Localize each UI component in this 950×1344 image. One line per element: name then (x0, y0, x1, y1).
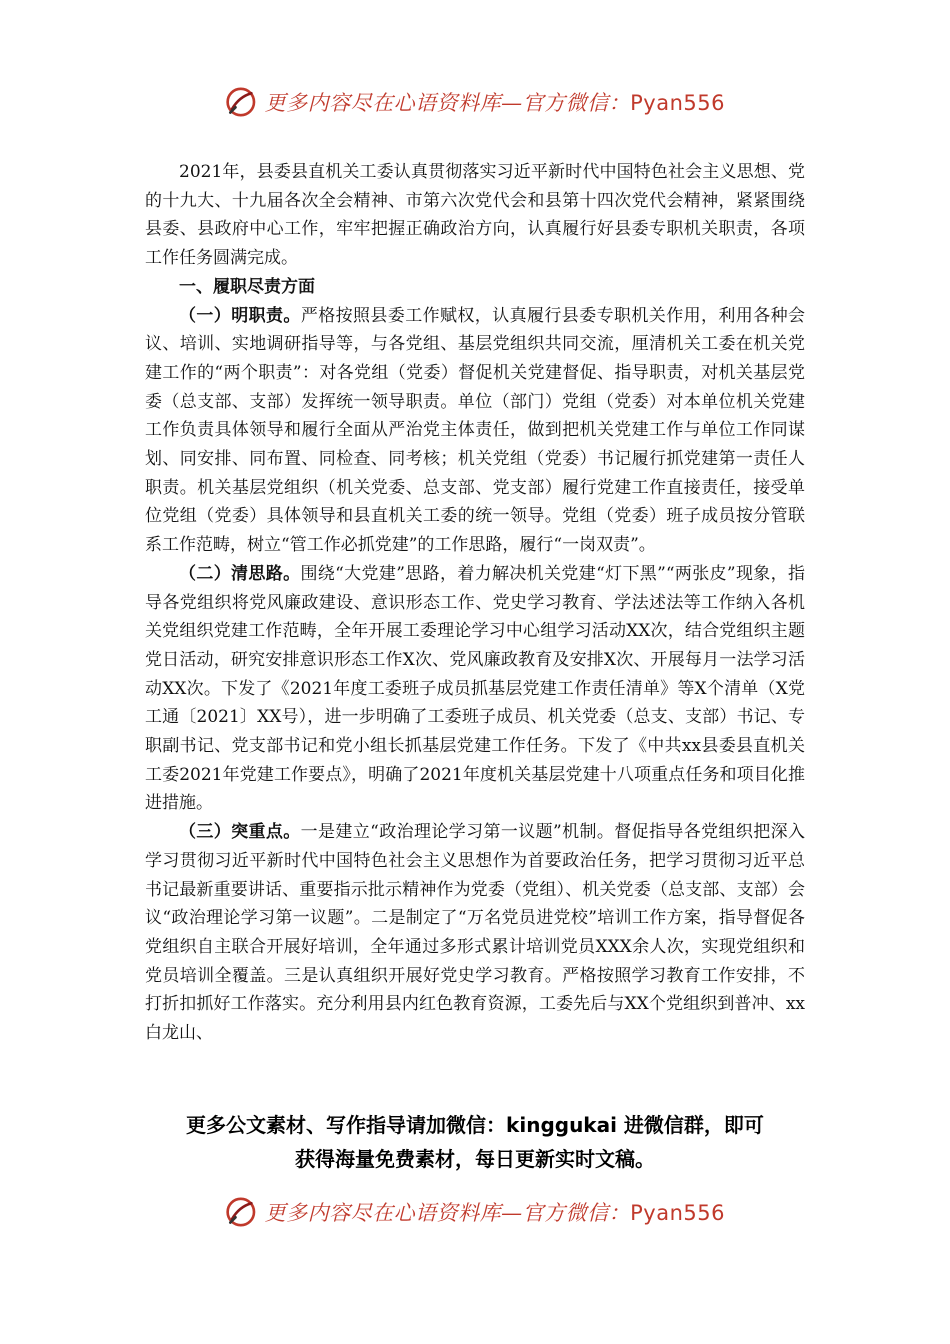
promo-line-2: 获得海量免费素材，每日更新实时文稿。 (295, 1147, 655, 1171)
intro-paragraph: 2021年，县委县直机关工委认真贯彻落实习近平新时代中国特色社会主义思想、党的十九大、十九届各次全会精神、市第六次党代会和县第十四次党代会精神，紧紧围绕县委、县政府中心工作，牢牢把握正确政治方向，认真履行好县委专职机关职责，各项工作任务圆满完成。 (145, 162, 805, 269)
document-body (145, 158, 805, 1048)
banner-text: 更多内容尽在心语资料库—官方微信：Pyan556 (264, 91, 725, 115)
promo-line-1: 更多公文素材、写作指导请加微信：kinggukai 进微信群，即可 (186, 1113, 764, 1137)
paragraph-2 (145, 560, 805, 818)
brush-logo-icon (225, 1194, 257, 1230)
paragraph-3-lead: （三）突重点。 (179, 822, 301, 843)
paragraph-3 (145, 818, 805, 1048)
paragraph-1-text: 严格按照县委工作赋权，认真履行县委专职机关作用，利用各种会议、培训、实地调研指导等，与各党组、基层党组织共同交流，厘清机关工委在机关党建工作的“两个职责”：对各党组（党委）督促机关党建督促、指导职责，对机关基层党委（总支部、支部）发挥统一领导职责。单位（部门）党组（党委）对本单位机关党建工作负责具体领导和履行全面从严治党主体责任，做到把机关党建工作与单位工作同谋划、同安排、同布置、同检查、同考核；机关党组（党委）书记履行抓党建第一责任人职责。机关基层党组织（机关党委、总支部、党支部）履行党建工作直接责任，接受单位党组（党委）具体领导和县直机关工委的统一领导。党组（党委）班子成员按分管联系工作范畴，树立“管工作必抓党建”的工作思路，履行“一岗双责”。 (145, 305, 806, 556)
paragraph-1-lead: （一）明职责。 (179, 305, 301, 326)
promo-notice (100, 1108, 850, 1176)
paragraph-3-text: 一是建立“政治理论学习第一议题”机制。督促指导各党组织把深入学习贯彻习近平新时代中国特色社会主义思想作为首要政治任务，把学习贯彻习近平总书记最新重要讲话、重要指示批示精神作为党委（党组）、机关党委（总支部、支部）会议“政治理论学习第一议题”。二是制定了“万名党员进党校”培训工作方案，指导督促各党组织自主联合开展好培训，全年通过多形式累计培训党员XXX余人次，实现党组织和党员培训全覆盖。三是认真组织开展好党史学习教育。严格按照学习教育工作安排，不打折扣抓好工作落实。充分利用县内红色教育资源，工委先后与XX个党组织到普冲、xx白龙山、 (145, 822, 805, 1044)
header-watermark-banner (225, 80, 725, 124)
paragraph-2-lead: （二）清思路。 (179, 563, 301, 584)
paragraph-1 (145, 302, 805, 560)
brush-logo-icon (225, 84, 257, 120)
footer-watermark-banner (225, 1190, 725, 1234)
banner-text: 更多内容尽在心语资料库—官方微信：Pyan556 (264, 1201, 725, 1225)
paragraph-2-text: 围绕“大党建”思路，着力解决机关党建“灯下黑”“两张皮”现象，指导各党组织将党风廉政建设、意识形态工作、党史学习教育、学法述法等工作纳入各机关党组织党建工作范畴，全年开展工委理论学习中心组学习活动XX次，结合党组织主题党日活动，研究安排意识形态工作X次、党风廉政教育及安排X次、开展每月一法学习活动XX次。下发了《2021年度工委班子成员抓基层党建工作责任清单》等X个清单（X党工通〔2021〕XX号），进一步明确了工委班子成员、机关党委（总支、支部）书记、专职副书记、党支部书记和党小组长抓基层党建工作任务。下发了《中共xx县委县直机关工委2021年党建工作要点》，明确了2021年度机关基层党建十八项重点任务和项目化推进措施。 (145, 563, 805, 814)
section-heading: 一、履职尽责方面 (179, 276, 315, 297)
